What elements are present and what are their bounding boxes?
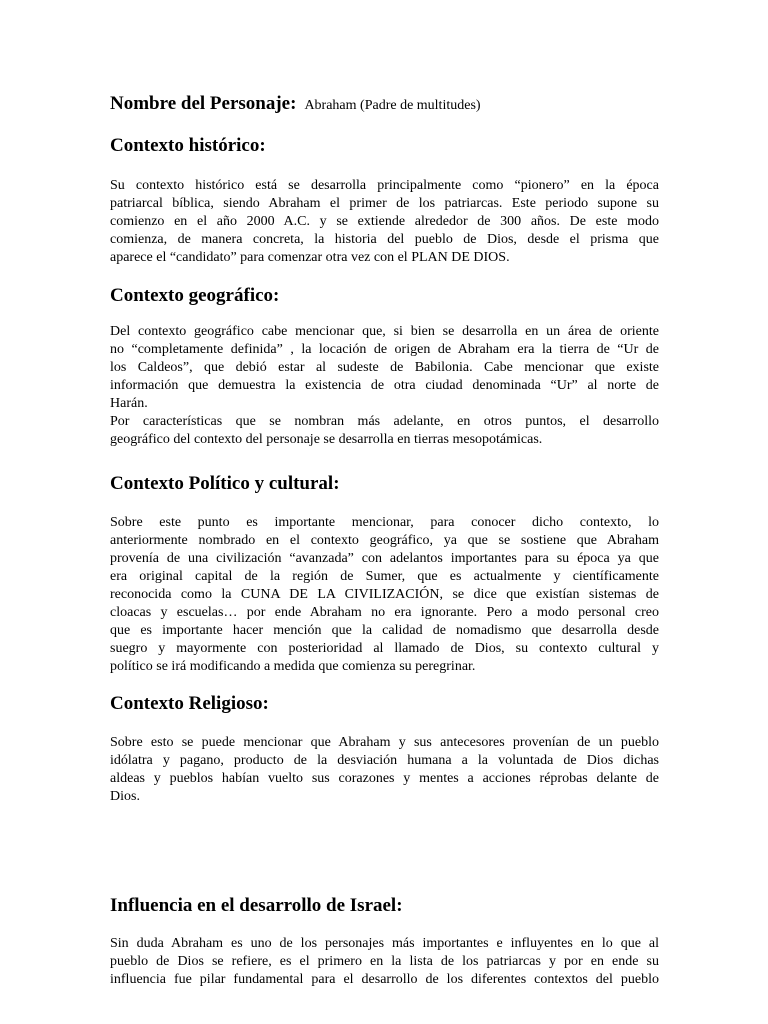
document-page: [110, 0, 659, 1024]
heading-influence-israel: Influencia en el desarrollo de Israel:: [110, 895, 403, 916]
heading-geographic-context: Contexto geográfico:: [110, 285, 280, 306]
paragraph-line: reconocida como la CUNA DE LA CIVILIZACIÓN, se dice que existían sistemas de: [110, 587, 659, 602]
character-name: Abraham (Padre de multitudes): [304, 98, 481, 113]
paragraph-religious-context: [110, 734, 659, 806]
paragraph-line: cloacas y escuelas… por ende Abraham no era ignorante. Pero a modo personal creo: [110, 605, 659, 620]
paragraph-line: los Caldeos”, que debió estar al sudeste de Babilonia. Cabe mencionar que existe: [110, 360, 659, 375]
paragraph-line: era original capital de la región de Sumer, que es actualmente y científicamente: [110, 569, 659, 584]
paragraph-line: Harán.: [110, 396, 148, 411]
paragraph-line: información que demuestra la existencia de otra ciudad denominada “Ur” al norte de: [110, 378, 659, 393]
paragraph-political-cultural-context: [110, 514, 659, 676]
paragraph-line: suegro y mayormente con posterioridad al llamado de Dios, su contexto cultural y: [110, 641, 659, 656]
heading-political-cultural-context: Contexto Político y cultural:: [110, 473, 340, 494]
heading-religious-context: Contexto Religioso:: [110, 693, 269, 714]
paragraph-geographic-context: [110, 323, 659, 449]
paragraph-line: Sin duda Abraham es uno de los personajes más importantes e influyentes en lo que al: [110, 936, 659, 951]
paragraph-line: patriarcal bíblica, siendo Abraham el primer de los patriarcas. Este periodo supone su: [110, 196, 659, 211]
paragraph-line: anteriormente nombrado en el contexto geográfico, ya que se sostiene que Abraham: [110, 533, 659, 548]
paragraph-historical-context: [110, 177, 659, 267]
paragraph-line: político se irá modificando a medida que comienza su peregrinar.: [110, 659, 476, 674]
paragraph-line: comienzo en el año 2000 A.C. y se extiende alrededor de 300 años. De este modo: [110, 214, 659, 229]
paragraph-line: comienza, de manera concreta, la historia del pueblo de Dios, desde el prisma que: [110, 232, 659, 247]
paragraph-line: Sobre este punto es importante mencionar, para conocer dicho contexto, lo: [110, 515, 659, 530]
paragraph-line: pueblo de Dios se refiere, es el primero en la lista de los patriarcas y por en ende su: [110, 954, 659, 969]
paragraph-line: Por características que se nombran más adelante, en otros puntos, el desarrollo: [110, 414, 659, 429]
paragraph-line: influencia fue pilar fundamental para el desarrollo de los diferentes contextos del pueblo: [110, 972, 659, 987]
paragraph-line: que es importante hacer mención que la calidad de nomadismo que desarrolla desde: [110, 623, 659, 638]
paragraph-line: Del contexto geográfico cabe mencionar que, si bien se desarrolla en un área de oriente: [110, 324, 659, 339]
paragraph-line: idólatra y pagano, producto de la desviación humana a la voluntada de Dios dichas: [110, 753, 659, 768]
paragraph-line: provenía de una civilización “avanzada” con adelantos importantes para su época ya que: [110, 551, 659, 566]
paragraph-line: Su contexto histórico está se desarrolla principalmente como “pionero” en la época: [110, 178, 659, 193]
heading-historical-context: Contexto histórico:: [110, 135, 266, 156]
paragraph-line: geográfico del contexto del personaje se desarrolla en tierras mesopotámicas.: [110, 432, 543, 447]
character-label: Nombre del Personaje:: [110, 93, 297, 114]
paragraph-line: aldeas y pueblos habían vuelto sus corazones y mentes a acciones réprobas delante de: [110, 771, 659, 786]
paragraph-influence-israel: [110, 935, 659, 989]
paragraph-line: Sobre esto se puede mencionar que Abraham y sus antecesores provenían de un pueblo: [110, 735, 659, 750]
paragraph-line: Dios.: [110, 789, 140, 804]
paragraph-line: no “completamente definida” , la locación de origen de Abraham era la tierra de “Ur de: [110, 342, 659, 357]
paragraph-line: aparece el “candidato” para comenzar otra vez con el PLAN DE DIOS.: [110, 250, 510, 265]
character-title-line: [110, 93, 659, 115]
